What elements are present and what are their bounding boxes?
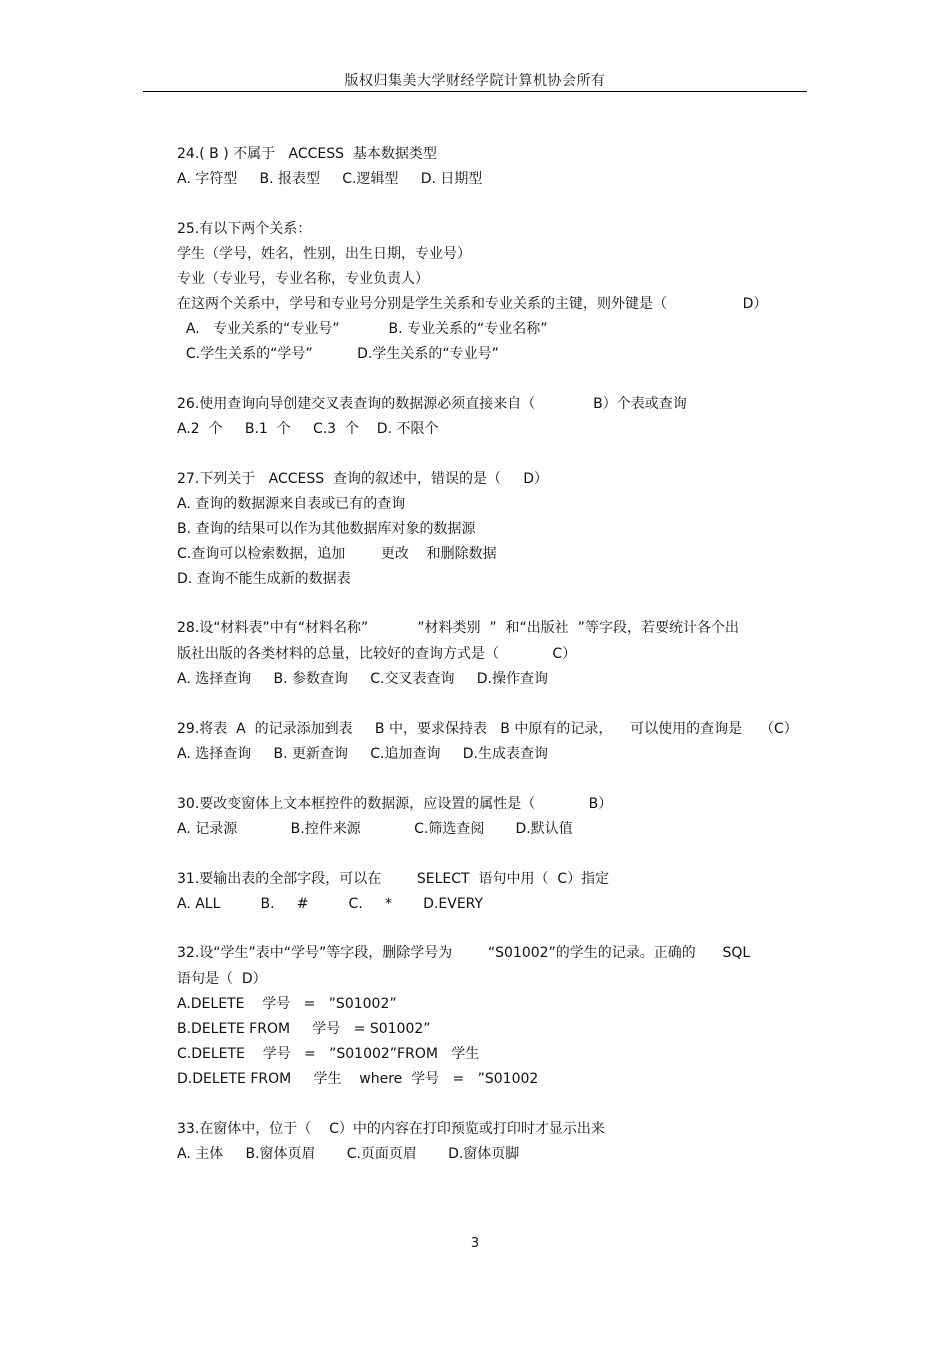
question-stem: 33.在窗体中，位于（ C）中的内容在打印预览或打印时才显示出来: [177, 1121, 605, 1137]
question-stem: 24.( B ) 不属于 ACCESS 基本数据类型: [177, 146, 437, 162]
page-number: 3: [470, 1236, 480, 1251]
question-block: [177, 142, 812, 192]
question-line: 专业（专业号，专业名称，专业负责人）: [177, 271, 429, 287]
question-stem: 30.要改变窗体上文本框控件的数据源，应设置的属性是（ B）: [177, 796, 613, 812]
question-block: [177, 942, 812, 1092]
question-line: A. ALL B. # C. * D.EVERY: [177, 896, 484, 912]
question-block: [177, 867, 812, 917]
question-block: [177, 217, 812, 367]
question-stem: 26.使用查询向导创建交叉表查询的数据源必须直接来自（ B）个表或查询: [177, 396, 687, 412]
question-block: [177, 1117, 812, 1167]
question-stem: 29.将表 A 的记录添加到表 B 中，要求保持表 B 中原有的记录， 可以使用的查询是 （C）: [177, 721, 798, 737]
question-line: A.2 个 B.1 个 C.3 个 D. 不限个: [177, 421, 439, 437]
question-line: 版社出版的各类材料的总量，比较好的查询方式是（ C）: [177, 646, 577, 662]
question-stem: 31.要输出表的全部字段，可以在 SELECT 语句中用（ C）指定: [177, 871, 610, 887]
question-line: D.DELETE FROM 学生 where 学号 = ”S01002: [177, 1071, 539, 1087]
question-line: B. 查询的结果可以作为其他数据库对象的数据源: [177, 521, 476, 537]
question-stem: 28.设“材料表”中有“材料名称” ”材料类别 ” 和“出版社 ”等字段，若要统计各个出: [177, 620, 739, 636]
question-stem: 27.下列关于 ACCESS 查询的叙述中，错误的是（ D）: [177, 471, 549, 487]
question-line: D. 查询不能生成新的数据表: [177, 571, 351, 587]
question-line: C.DELETE 学号 = ”S01002”FROM 学生: [177, 1046, 480, 1062]
question-line: B.DELETE FROM 学号 = S01002”: [177, 1021, 431, 1037]
question-line: C.查询可以检索数据，追加 更改 和删除数据: [177, 546, 497, 562]
question-line: A.DELETE 学号 = ”S01002”: [177, 996, 397, 1012]
question-block: [177, 467, 812, 592]
question-stem: 25.有以下两个关系：: [177, 221, 312, 237]
question-line: 在这两个关系中，学号和专业号分别是学生关系和专业关系的主键，则外键是（ D）: [177, 296, 768, 312]
header-divider: [143, 91, 807, 92]
question-line: A. 专业关系的“专业号” B. 专业关系的“专业名称”: [177, 321, 548, 337]
question-block: [177, 792, 812, 842]
question-line: 学生（学号，姓名，性别，出生日期，专业号）: [177, 246, 471, 262]
question-block: [177, 617, 812, 692]
question-block: [177, 717, 812, 767]
page-header: 版权归集美大学财经学院计算机协会所有: [344, 73, 606, 89]
question-line: A. 查询的数据源来自表或已有的查询: [177, 496, 406, 512]
question-line: A. 主体 B.窗体页眉 C.页面页眉 D.窗体页脚: [177, 1146, 520, 1162]
question-line: C.学生关系的“学号” D.学生关系的“专业号”: [177, 346, 499, 362]
question-line: A. 选择查询 B. 更新查询 C.追加查询 D.生成表查询: [177, 746, 548, 762]
question-line: 语句是（ D）: [177, 971, 267, 987]
question-line: A. 选择查询 B. 参数查询 C.交叉表查询 D.操作查询: [177, 671, 548, 687]
question-stem: 32.设“学生”表中“学号”等字段，删除学号为 “S01002”的学生的记录。正确的 SQL: [177, 945, 751, 961]
question-line: A. 字符型 B. 报表型 C.逻辑型 D. 日期型: [177, 171, 483, 187]
question-line: A. 记录源 B.控件来源 C.筛选查阅 D.默认值: [177, 821, 573, 837]
question-list: [177, 142, 812, 1192]
question-block: [177, 392, 812, 442]
